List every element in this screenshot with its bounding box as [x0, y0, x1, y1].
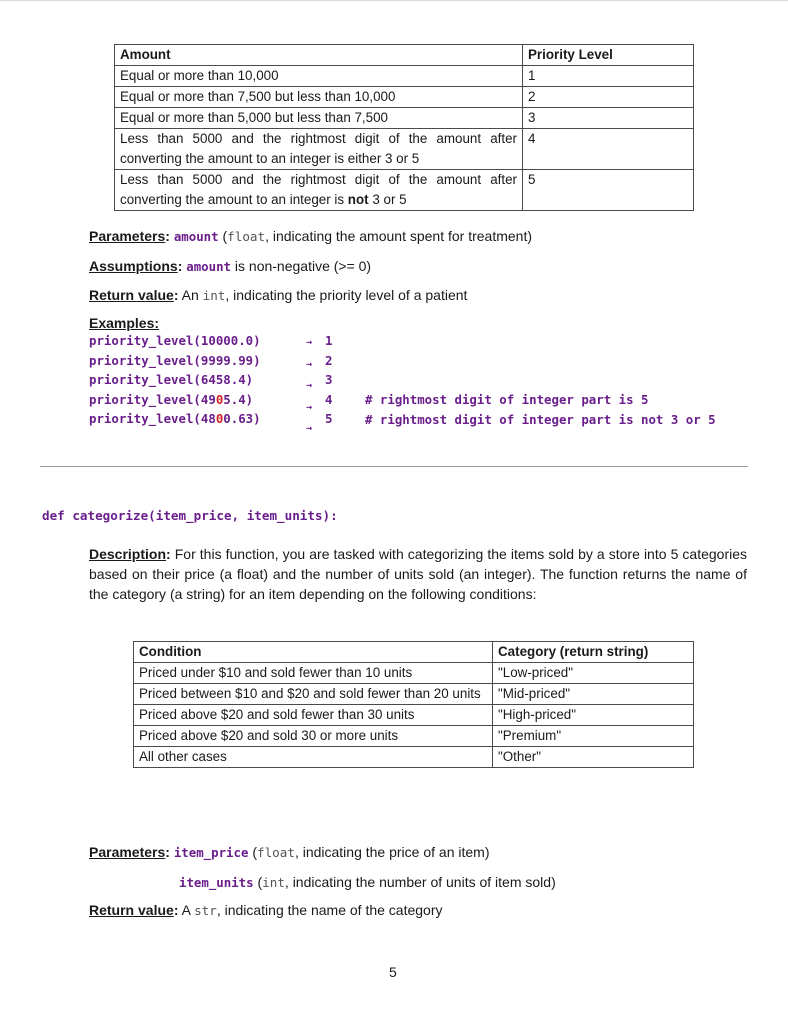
table-header-row	[115, 45, 694, 66]
arrow-icon: →	[306, 401, 313, 413]
example-call: priority_level(4905.4)	[89, 391, 254, 407]
table-row	[115, 129, 694, 170]
example-result: 1	[325, 333, 333, 348]
arrow-icon: →	[306, 337, 313, 348]
parameters-label: Parameters	[89, 228, 166, 244]
return-pre: A	[178, 902, 195, 918]
param-name: item_units	[179, 875, 254, 890]
param-text: , indicating the number of units of item sold)	[284, 874, 556, 890]
examples-label: Examples:	[89, 315, 160, 331]
amount-header: Amount	[115, 45, 523, 66]
categorize-parameters-line-2: item_units (int, indicating the number of units of item sold)	[179, 874, 556, 890]
table-header-row	[134, 642, 694, 663]
assumption-text: is non-negative (>= 0)	[231, 258, 372, 274]
amount-cell: Equal or more than 10,000	[115, 66, 523, 87]
condition-header: Condition	[134, 642, 493, 663]
description-label: Description	[89, 546, 167, 562]
example-arrows	[306, 331, 312, 439]
condition-cell: Priced under $10 and sold fewer than 10 units	[134, 663, 493, 684]
amount-cell: Equal or more than 7,500 but less than 10,000	[115, 87, 523, 108]
example-call: priority_level(9999.99)	[89, 352, 261, 368]
param-text: , indicating the price of an item)	[294, 844, 490, 860]
example-result: 4	[325, 391, 333, 407]
assumption-name: amount	[186, 259, 232, 274]
assumptions-line: Assumptions: amount is non-negative (>= 0)	[89, 258, 372, 274]
param-name: amount	[173, 229, 219, 244]
category-table	[133, 641, 694, 768]
return-type: str	[194, 903, 217, 918]
return-label: Return value	[89, 902, 174, 918]
param-type: float	[227, 229, 266, 244]
function-signature: def categorize(item_price, item_units):	[42, 508, 338, 523]
example-comment: # rightmost digit of integer part is 5	[365, 392, 649, 407]
param-name: item_price	[173, 845, 249, 860]
assumptions-label: Assumptions	[89, 258, 178, 274]
categorize-return-line: Return value: A str, indicating the name of the category	[89, 902, 443, 918]
highlight-digit: 0	[215, 411, 224, 426]
level-cell: 4	[523, 129, 694, 170]
priority-header: Priority Level	[523, 45, 694, 66]
level-cell: 1	[523, 66, 694, 87]
table-row	[115, 87, 694, 108]
example-result: 5	[325, 411, 333, 426]
category-cell: "Mid-priced"	[493, 684, 694, 705]
example-results	[325, 331, 332, 429]
level-cell: 5	[523, 170, 694, 211]
return-line: Return value: An int, indicating the priority level of a patient	[89, 287, 468, 303]
category-cell: "Other"	[493, 747, 694, 768]
examples-heading	[89, 313, 159, 333]
priority-table	[114, 44, 694, 211]
table-row	[134, 705, 694, 726]
condition-cell: Priced above $20 and sold fewer than 30 units	[134, 705, 493, 726]
condition-cell: All other cases	[134, 747, 493, 768]
arrow-icon: →	[306, 380, 313, 391]
category-cell: "Low-priced"	[493, 663, 694, 684]
categorize-parameters-line: Parameters: item_price (float, indicating the price of an item)	[89, 844, 490, 860]
level-cell: 3	[523, 108, 694, 129]
table-row	[134, 684, 694, 705]
return-type: int	[202, 288, 226, 303]
return-text: , indicating the priority level of a patient	[225, 287, 468, 303]
example-calls	[89, 331, 261, 429]
table-row	[115, 108, 694, 129]
param-text: , indicating the amount spent for treatment)	[265, 228, 533, 244]
level-cell: 2	[523, 87, 694, 108]
table-row	[115, 170, 694, 211]
param-type: float	[257, 845, 295, 860]
example-result: 3	[325, 372, 333, 387]
section-divider	[40, 466, 748, 467]
description-paragraph: Description: For this function, you are tasked with categorizing the items sold by a store into 5 categories based on their price (a float) and the number of units sold (an integer). The function returns the name of the category (a string) for an item depending on the following conditions:	[89, 546, 747, 602]
description-text: For this function, you are tasked with categorizing the items sold by a store into 5 categories based on their price (a float) and the number of units sold (an integer). The function returns the name of the category (a string) for an item depending on the following conditions:	[89, 546, 747, 602]
category-cell: "High-priced"	[493, 705, 694, 726]
condition-cell: Priced between $10 and $20 and sold fewer than 20 units	[134, 684, 493, 705]
category-header: Category (return string)	[493, 642, 694, 663]
param-type: int	[262, 875, 285, 890]
table-row	[134, 663, 694, 684]
highlight-digit: 0	[215, 391, 224, 407]
amount-cell: Equal or more than 5,000 but less than 7,500	[115, 108, 523, 129]
arrow-icon: →	[306, 358, 313, 370]
amount-cell	[115, 170, 523, 211]
example-call: priority_level(10000.0)	[89, 333, 261, 348]
amount-text-end: 3 or 5	[368, 192, 407, 207]
arrow-icon: →	[306, 423, 313, 434]
amount-cell: Less than 5000 and the rightmost digit of the amount after converting the amount to an integer is either 3 or 5	[115, 129, 523, 170]
return-label: Return value	[89, 287, 174, 303]
table-row	[134, 747, 694, 768]
table-row	[115, 66, 694, 87]
category-cell: "Premium"	[493, 726, 694, 747]
example-call: priority_level(6458.4)	[89, 372, 254, 387]
emphasis-not: not	[347, 192, 369, 207]
example-result: 2	[325, 352, 333, 368]
parameters-label: Parameters	[89, 844, 166, 860]
example-comment: # rightmost digit of integer part is not 3 or 5	[365, 411, 716, 427]
example-call: priority_level(4800.63)	[89, 411, 261, 426]
example-comments	[365, 390, 716, 429]
condition-cell: Priced above $20 and sold 30 or more units	[134, 726, 493, 747]
return-text: , indicating the name of the category	[216, 902, 443, 918]
parameters-line: Parameters: amount (float, indicating the amount spent for treatment)	[89, 228, 533, 244]
page-number: 5	[389, 964, 397, 980]
return-pre: An	[178, 287, 203, 303]
amount-text: Less than 5000 and the rightmost digit of the amount after converting the amount to an integer is	[120, 172, 517, 207]
table-row	[134, 726, 694, 747]
